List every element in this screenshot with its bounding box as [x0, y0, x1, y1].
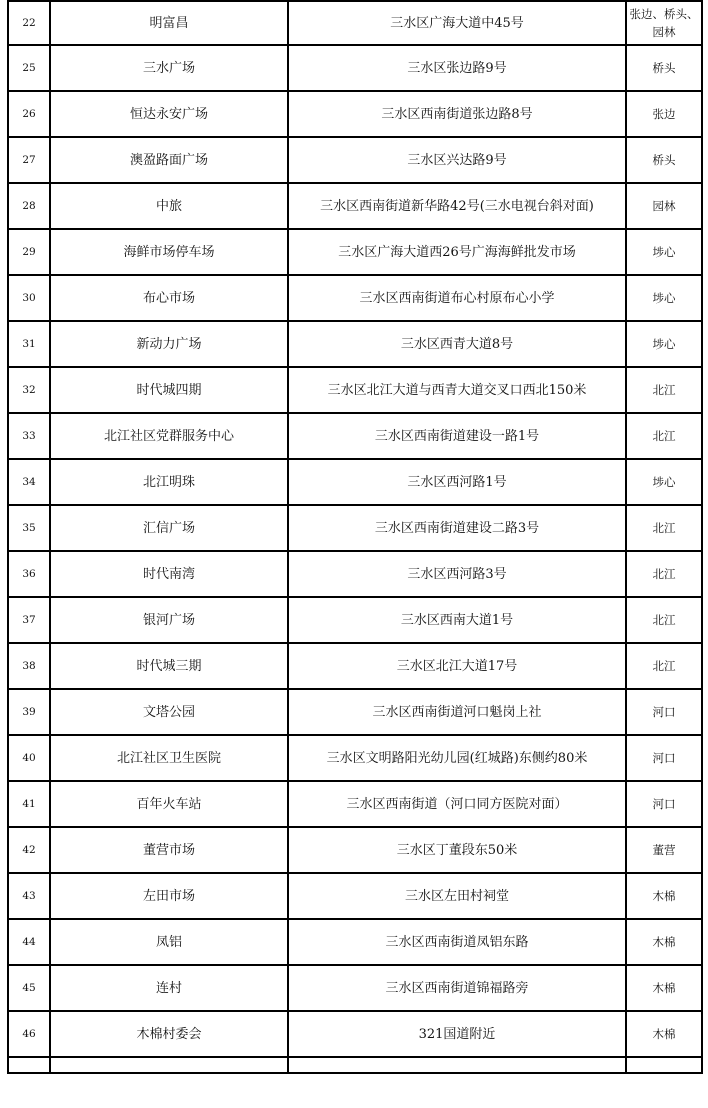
site-name-cell: 时代南湾	[50, 551, 288, 597]
address-cell: 三水区西南街道锦福路旁	[288, 965, 626, 1011]
site-name-cell: 布心市场	[50, 275, 288, 321]
site-name-cell: 时代城四期	[50, 367, 288, 413]
row-number-cell: 25	[8, 45, 50, 91]
area-cell: 埗心	[626, 459, 702, 505]
site-name-cell: 澳盈路面广场	[50, 137, 288, 183]
address-cell: 三水区张边路9号	[288, 45, 626, 91]
row-number-cell: 43	[8, 873, 50, 919]
empty-cell	[50, 1057, 288, 1073]
table-row	[8, 735, 702, 781]
table-row	[8, 459, 702, 505]
address-cell: 三水区北江大道与西青大道交叉口西北150米	[288, 367, 626, 413]
table-row	[8, 551, 702, 597]
address-cell: 三水区西南街道河口魁岗上社	[288, 689, 626, 735]
site-name-cell: 三水广场	[50, 45, 288, 91]
area-cell: 北江	[626, 505, 702, 551]
address-cell: 三水区西南街道新华路42号(三水电视台斜对面)	[288, 183, 626, 229]
site-name-cell: 连村	[50, 965, 288, 1011]
row-number-cell: 44	[8, 919, 50, 965]
area-cell: 北江	[626, 367, 702, 413]
area-cell: 河口	[626, 781, 702, 827]
area-cell: 木棉	[626, 873, 702, 919]
area-cell: 桥头	[626, 45, 702, 91]
table-row	[8, 413, 702, 459]
site-name-cell: 新动力广场	[50, 321, 288, 367]
row-number-cell: 31	[8, 321, 50, 367]
row-number-cell: 42	[8, 827, 50, 873]
site-name-cell: 恒达永安广场	[50, 91, 288, 137]
table-row	[8, 597, 702, 643]
empty-cell	[8, 1057, 50, 1073]
address-cell: 三水区西南街道布心村原布心小学	[288, 275, 626, 321]
table-row	[8, 321, 702, 367]
area-cell: 埗心	[626, 275, 702, 321]
site-name-cell: 凤铝	[50, 919, 288, 965]
site-name-cell: 文塔公园	[50, 689, 288, 735]
row-number-cell: 36	[8, 551, 50, 597]
area-cell: 木棉	[626, 1011, 702, 1057]
empty-cell	[288, 1057, 626, 1073]
table-row	[8, 45, 702, 91]
table-row	[8, 965, 702, 1011]
row-number-cell: 39	[8, 689, 50, 735]
table-row	[8, 643, 702, 689]
site-name-cell: 海鲜市场停车场	[50, 229, 288, 275]
site-name-cell: 百年火车站	[50, 781, 288, 827]
row-number-cell: 45	[8, 965, 50, 1011]
site-name-cell: 中旅	[50, 183, 288, 229]
row-number-cell: 29	[8, 229, 50, 275]
address-cell: 三水区西青大道8号	[288, 321, 626, 367]
address-cell: 321国道附近	[288, 1011, 626, 1057]
address-cell: 三水区西南街道建设一路1号	[288, 413, 626, 459]
row-number-cell: 41	[8, 781, 50, 827]
row-number-cell: 38	[8, 643, 50, 689]
table-row	[8, 1011, 702, 1057]
site-name-cell: 左田市场	[50, 873, 288, 919]
table-row	[8, 505, 702, 551]
address-cell: 三水区西河路1号	[288, 459, 626, 505]
site-name-cell: 银河广场	[50, 597, 288, 643]
address-cell: 三水区文明路阳光幼儿园(红城路)东侧约80米	[288, 735, 626, 781]
row-number-cell: 33	[8, 413, 50, 459]
table-row	[8, 137, 702, 183]
row-number-cell: 37	[8, 597, 50, 643]
address-cell: 三水区西南街道建设二路3号	[288, 505, 626, 551]
area-cell: 董营	[626, 827, 702, 873]
row-number-cell: 26	[8, 91, 50, 137]
row-number-cell: 34	[8, 459, 50, 505]
address-cell: 三水区广海大道中45号	[288, 1, 626, 45]
address-cell: 三水区西南街道（河口同方医院对面）	[288, 781, 626, 827]
table-row-partial	[8, 1057, 702, 1073]
site-name-cell: 董营市场	[50, 827, 288, 873]
address-cell: 三水区兴达路9号	[288, 137, 626, 183]
table-row	[8, 827, 702, 873]
row-number-cell: 22	[8, 1, 50, 45]
table-row	[8, 873, 702, 919]
area-cell: 北江	[626, 597, 702, 643]
table-row	[8, 367, 702, 413]
area-cell: 北江	[626, 643, 702, 689]
area-cell: 园林	[626, 183, 702, 229]
area-cell: 木棉	[626, 919, 702, 965]
area-cell: 北江	[626, 413, 702, 459]
table-row	[8, 229, 702, 275]
area-cell: 埗心	[626, 229, 702, 275]
row-number-cell: 28	[8, 183, 50, 229]
site-name-cell: 汇信广场	[50, 505, 288, 551]
address-cell: 三水区西河路3号	[288, 551, 626, 597]
table-row	[8, 183, 702, 229]
site-name-cell: 木棉村委会	[50, 1011, 288, 1057]
site-name-cell: 时代城三期	[50, 643, 288, 689]
table-row	[8, 91, 702, 137]
site-name-cell: 北江社区党群服务中心	[50, 413, 288, 459]
site-name-cell: 北江明珠	[50, 459, 288, 505]
site-name-cell: 北江社区卫生医院	[50, 735, 288, 781]
table-row	[8, 781, 702, 827]
row-number-cell: 30	[8, 275, 50, 321]
row-number-cell: 27	[8, 137, 50, 183]
table-body	[8, 1, 702, 1073]
site-name-cell: 明富昌	[50, 1, 288, 45]
row-number-cell: 35	[8, 505, 50, 551]
row-number-cell: 46	[8, 1011, 50, 1057]
row-number-cell: 40	[8, 735, 50, 781]
table-row	[8, 919, 702, 965]
area-cell: 桥头	[626, 137, 702, 183]
area-cell: 张边	[626, 91, 702, 137]
table-row	[8, 689, 702, 735]
area-cell: 河口	[626, 689, 702, 735]
address-cell: 三水区西南大道1号	[288, 597, 626, 643]
address-cell: 三水区左田村祠堂	[288, 873, 626, 919]
row-number-cell: 32	[8, 367, 50, 413]
area-cell: 河口	[626, 735, 702, 781]
area-cell: 埗心	[626, 321, 702, 367]
location-table	[7, 0, 703, 1074]
address-cell: 三水区西南街道张边路8号	[288, 91, 626, 137]
area-cell: 木棉	[626, 965, 702, 1011]
address-cell: 三水区北江大道17号	[288, 643, 626, 689]
table-row	[8, 1, 702, 45]
table-row	[8, 275, 702, 321]
empty-cell	[626, 1057, 702, 1073]
area-cell: 北江	[626, 551, 702, 597]
address-cell: 三水区丁董段东50米	[288, 827, 626, 873]
address-cell: 三水区西南街道凤铝东路	[288, 919, 626, 965]
address-cell: 三水区广海大道西26号广海海鲜批发市场	[288, 229, 626, 275]
area-cell: 张边、桥头、园林	[626, 1, 702, 45]
